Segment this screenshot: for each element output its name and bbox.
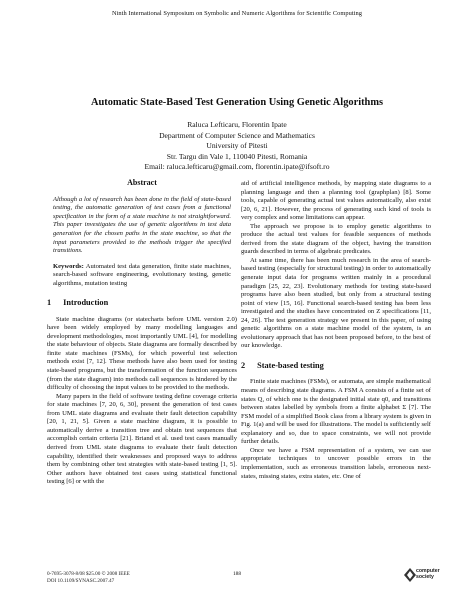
author-university: University of Pitesti <box>206 141 268 151</box>
intro-paragraph: State machine diagrams (or statecharts before UML version 2.0) have been widely employed by many modelling languages and development methodologies, most importantly UML [4], for modelling the state behaviour of objects. State diagrams are formally described by finite state machines (FSMs), for which powerful test selection methods exist [7, 12]. These methods have also been used for testing state-based programs, but the transformation of the function sequences (from the state diagram) into methods call sequences is hindered by the difficulty of choosing the input values to be provided to the methods. <box>47 315 237 392</box>
section-title: Introduction <box>63 298 109 308</box>
left-column <box>47 176 237 487</box>
keywords-text: Automated test data generation, finite state machines, search-based software engineering, evolutionary testing, genetic algorithms, mutation testing <box>53 262 231 287</box>
author-names: Raluca Lefticaru, Florentin Ipate <box>187 120 287 129</box>
section-title: State-based testing <box>257 360 324 370</box>
intro-paragraph: aid of artificial intelligence methods, by mapping state diagrams to a planning language and then a planning tool (graphplan) [8]. Some tools, capable of generating actual test values automatically, also exist [20, 6, 21]. However, the process of generating such kind of tools is very complex and some limitations can appear. <box>241 180 431 222</box>
abstract-heading: Abstract <box>127 178 157 187</box>
state-based-paragraph: Finite state machines (FSMs), or automata, are simple mathematical means of describing state diagrams. A FSM A consists of a finite set of states Q, of which one is the designated initial state q0, and transitions between states labelled by symbols from a finite alphabet Σ [7]. The FSM model of a simplified Book class from a library system is given in Fig. 1(a) and will be used for illustrations. The model is sufficiently self explanatory and so, due to space constraints, we will not provide further details. <box>241 378 431 446</box>
author-email: Email: raluca.lefticaru@gmail.com, florentin.ipate@ifsoft.ro <box>144 162 330 172</box>
intro-paragraph: At same time, there has been much research in the area of search-based testing (especially for structural testing) in order to automatically generate input data for programs written mainly in a procedural paradigm [25, 22, 23]. Evolutionary methods for testing state-based programs have also been studied, but only from a structural testing point of view [15, 16]. Functional search-based testing has been less investigated and the studies have concentrated on Z specifications [11, 24, 26]. The test generation strategy we present in this paper, of using genetic algorithms on a state machine model of the system, is an evolutionary approach that has not been proposed before, to the best of our knowledge. <box>241 256 431 350</box>
intro-paragraph: Many papers in the field of software testing define coverage criteria for state machines [7, 20, 6, 30], present the generation of test cases from UML state diagrams and evaluate their fault detection capability [20, 1, 21, 5]. Given a state machine diagram, it is possible to automatically derive a transition tree and obtain test sequences that accomplish certain criteria [21]. Briand et al. used test cases manually derived from UML state diagrams to evaluate their fault detection capability, identified their weaknesses and proposed ways to address them by combining other test strategies with state-based testing [1, 5]. Other authors have obtained test cases using statistical functional testing [6] or with the <box>47 392 237 486</box>
section-heading-introduction <box>47 299 237 308</box>
intro-paragraph: The approach we propose is to employ genetic algorithms to produce the actual test values for feasible sequences of methods derived from the state diagram of the object, having the transition guards described in terms of algebraic predicates. <box>241 222 431 256</box>
state-based-paragraph: Once we have a FSM representation of a system, we can use appropriate techniques to uncover possible errors in the implementation, such as erroneous transition labels, erroneous next-states, missing states, extra states, etc. One of <box>241 446 431 480</box>
section-number: 2 <box>241 360 246 370</box>
copyright-line: 0-7695-3078-8/08 $25.00 © 2008 IEEE <box>47 571 130 577</box>
keywords <box>47 263 237 289</box>
author-block <box>0 120 474 173</box>
right-column <box>241 180 431 481</box>
page-number: 188 <box>232 571 242 577</box>
logo-line: computer <box>416 568 440 574</box>
computer-society-logo <box>404 566 440 592</box>
abstract-text: Although a lot of research has been done in the field of state-based testing, the automatic generation of test cases from a functional specification in the form of a state machine is not straightforward. This paper investigates the use of genetic algorithms in test data generation for the chosen paths in the state machine, so that the input parameters provided to the methods trigger the specified transitions. <box>53 195 231 255</box>
author-address: Str. Targu din Vale 1, 110040 Pitesti, Romania <box>166 151 308 161</box>
section-number: 1 <box>47 298 52 308</box>
keywords-label: Keywords: <box>53 262 84 270</box>
logo-text <box>416 568 440 580</box>
ieee-diamond-icon <box>404 568 416 582</box>
logo-line: society <box>416 574 434 580</box>
doi-line: DOI 10.1109/SYNASC.2007.47 <box>47 578 115 584</box>
conference-header: Ninth International Symposium on Symbolic and Numeric Algorithms for Scientific Computing <box>111 10 363 17</box>
paper-title: Automatic State-Based Test Generation Using Genetic Algorithms <box>90 97 384 108</box>
author-department: Department of Computer Science and Mathematics <box>159 130 315 140</box>
section-heading-state-based <box>241 362 431 371</box>
